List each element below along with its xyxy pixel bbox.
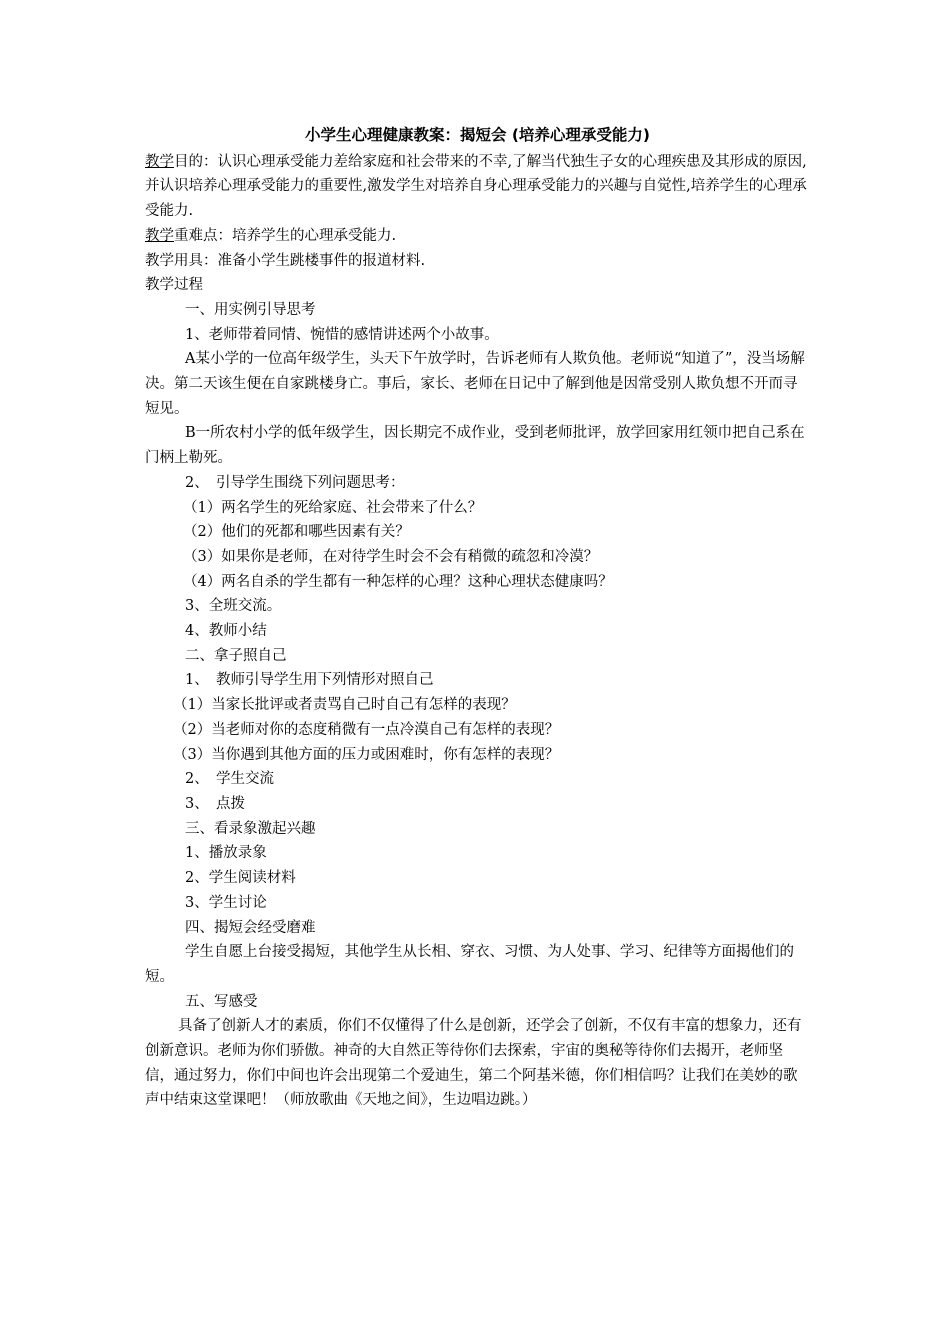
section2-q1: （1）当家长批评或者责骂自己时自己有怎样的表现？ [173,697,516,714]
section3-item1: 1、播放录象 [185,845,267,862]
section1-item3: 3、全班交流。 [185,598,282,615]
section3-item2: 2、学生阅读材料 [185,870,296,887]
goal-paragraph [145,150,810,224]
section2-item3: 3、 点拨 [185,795,245,812]
page-title: 小学生心理健康教案：揭短会 (培养心理承受能力) [304,126,651,144]
document-page [145,123,810,1113]
section3-heading: 三、看录象激起兴趣 [185,820,316,837]
section3-item3: 3、学生讨论 [185,894,267,911]
section2-q3: （3）当你遇到其他方面的压力或困难时，你有怎样的表现？ [173,746,560,763]
key-paragraph [145,224,810,249]
key-text: 重难点：培养学生的心理承受能力. [174,227,397,244]
story-b: B一所农村小学的低年级学生，因长期完不成作业，受到老师批评，放学回家用红领巾把自己系在门柄上勒死。 [145,425,805,467]
section1-q2: （2）他们的死都和哪些因素有关？ [183,524,410,541]
goal-text: ：认识心理承受能力差给家庭和社会带来的不幸,了解当代独生子女的心理疾患及其形成的原因,并认识培养心理承受能力的重要性,激发学生对培养自身心理承受能力的兴趣与自觉性,培养学生的心理承受能力. [145,153,807,220]
section5-text: 具备了创新人才的素质，你们不仅懂得了什么是创新，还学会了创新，不仅有丰富的想象力，还有创新意识。老师为你们骄傲。神奇的大自然正等待你们去探索，宇宙的奥秘等待你们去揭开，老师坚信，通过努力，你们中间也许会出现第二个爱迪生，第二个阿基米德，你们相信吗？让我们在美妙的歌声中结束这堂课吧！（师放歌曲《天地之间》，生边唱边跳。） [145,1018,802,1109]
section2-heading: 二、拿子照自己 [185,647,287,664]
goal-label: 目的 [174,153,203,170]
tools-paragraph: 教学用具：准备小学生跳楼事件的报道材料. [145,252,426,269]
section2-item1: 1、 教师引导学生用下列情形对照自己 [185,672,434,689]
section2-item2: 2、 学生交流 [185,771,274,788]
section1-item1: 1、老师带着同情、惋惜的感情讲述两个小故事。 [185,326,499,343]
section5-heading: 五、写感受 [185,993,258,1010]
section1-q4: （4）两名自杀的学生都有一种怎样的心理？这种心理状态健康吗？ [183,573,613,590]
story-a: A某小学的一位高年级学生，头天下午放学时，告诉老师有人欺负他。老师说“知道了”，没当场解决。第二天该生便在自家跳楼身亡。事后，家长、老师在日记中了解到他是因常受别人欺负想不开而寻短见。 [145,351,805,417]
section4-heading: 四、揭短会经受磨难 [185,919,316,936]
section2-q2: （2）当老师对你的态度稍微有一点冷漠自己有怎样的表现？ [173,721,560,738]
section1-q3: （3）如果你是老师，在对待学生时会不会有稍微的疏忽和冷漠？ [183,548,599,565]
goal-label-underlined: 教学 [145,153,174,170]
section1-item4: 4、教师小结 [185,623,267,640]
process-heading: 教学过程 [145,277,203,294]
section1-heading: 一、用实例引导思考 [185,301,316,318]
section1-q1: （1）两名学生的死给家庭、社会带来了什么？ [183,499,483,516]
section4-text: 学生自愿上台接受揭短，其他学生从长相、穿衣、习惯、为人处事、学习、纪律等方面揭他们的短。 [145,944,794,985]
section1-item2: 2、 引导学生围绕下列问题思考： [185,474,405,491]
key-label-underlined: 教学 [145,227,174,244]
